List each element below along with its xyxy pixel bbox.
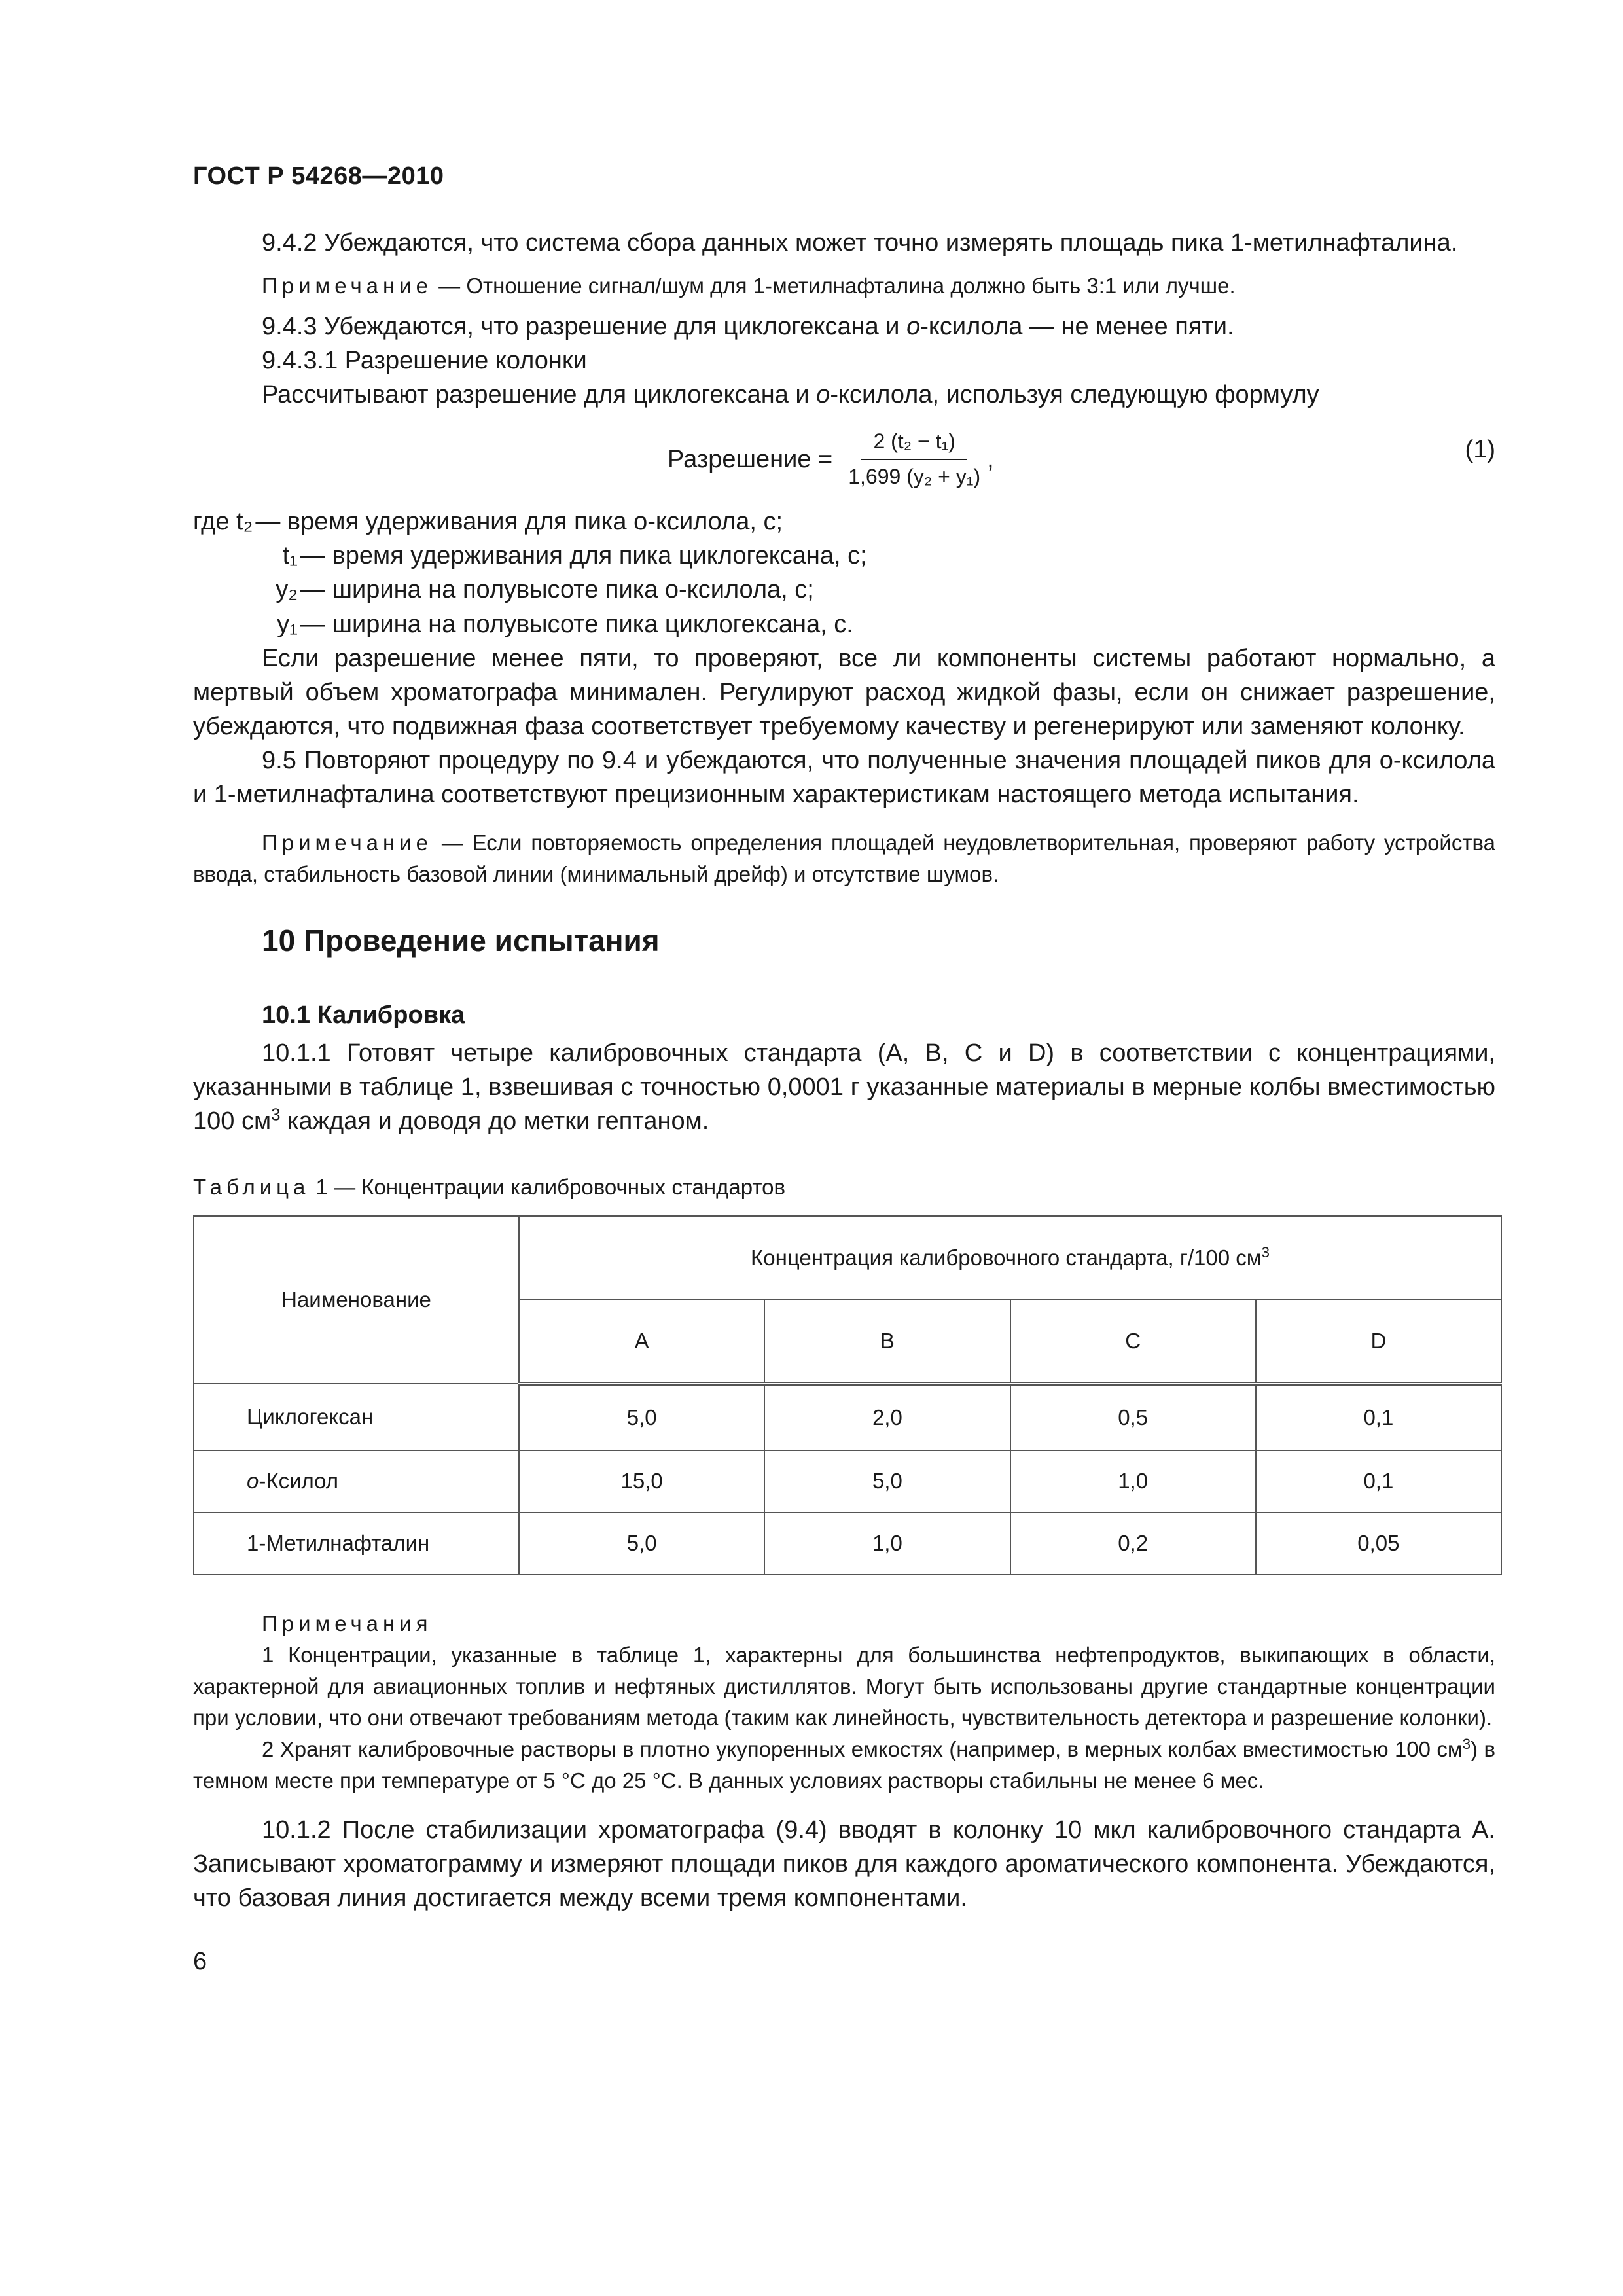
formula-denominator: 1,699 (y₂ + y₁) [848,465,981,489]
page-content [193,226,1495,1979]
paragraph-10-1-2: 10.1.2 После стабилизации хроматографа (9.4) вводят в колонку 10 мкл калибровочного стандарта A. Записывают хроматограмму и измеряют площади пиков для каждого ароматического компонента. Убеждаются, что базовая линия достигается между всеми тремя компонентами. [193,1816,1495,1912]
table-caption: Таблица 1 — Концентрации калибровочных стандартов [193,1175,786,1200]
where-row: y₂ — ширина на полувысоте пика о-ксилола, с; [276,576,814,604]
where-row: где t₂ — время удерживания для пика о-ксилола, с; [193,508,783,536]
paragraph-calc: Рассчитывают разрешение для циклогексана и о-ксилола, используя следующую формулу [262,381,1319,409]
calibration-table [193,1215,1502,1575]
section-10-title: 10 Проведение испытания [262,924,660,958]
table-row: 1-Метилнафталин 5,0 1,0 0,2 0,05 [194,1513,1501,1575]
document-id: ГОСТ Р 54268—2010 [193,162,444,190]
where-block [193,505,1495,641]
header-col-c: C [1010,1300,1256,1384]
page-number: 6 [193,1947,207,1975]
note-text: — Отношение сигнал/шум для 1-метилнафталина должно быть 3:1 или лучше. [433,274,1236,298]
note-text: — Если повторяемость определения площадей неудовлетворительная, проверяют работу устройства ввода, стабильность базовой линии (минимальный дрейф) и отсутствие шумов. [193,830,1495,886]
formula-tail: , [987,446,994,474]
table-row: Циклогексан 5,0 2,0 0,5 0,1 [194,1384,1501,1450]
equation-number: (1) [1465,436,1495,464]
table-row: о-Ксилол 15,0 5,0 1,0 0,1 [194,1450,1501,1513]
section-10-1-title: 10.1 Калибровка [262,1001,465,1030]
formula-row [193,421,1495,499]
formula [668,427,994,492]
paragraph-if-low: Если разрешение менее пяти, то проверяют, все ли компоненты системы работают нормально, а мертвый объем хроматографа минимален. Регулируют расход жидкой фазы, если он снижает разрешение, убеждаются, что подвижная фаза соответствует требуемому качеству и регенерируют или заменяют колонку. [193,644,1495,740]
notes-label: Примечания [262,1611,433,1636]
note-item-2: 2 Хранят калибровочные растворы в плотно укупоренных емкостях (например, в мерных колбах вместимостью 100 $см^3$) в темном месте при температуре от 5 °С до 25 °С. В данных условиях растворы стабильны не менее 6 мес. [193,1736,1495,1793]
formula-numerator: 2 (t₂ − t₁) [861,427,967,460]
paragraph-9-4-2: 9.4.2 Убеждаются, что система сбора данных может точно измерять площадь пика 1-метилнафталина. [262,229,1458,257]
formula-fraction [842,427,987,492]
header-concentration: Концентрация калибровочного стандарта, г/100 $см^3$ [519,1216,1501,1300]
header-col-a: A [519,1300,764,1384]
note-label: Примечание [262,830,433,855]
header-col-b: B [764,1300,1010,1384]
header-name: Наименование [194,1216,519,1384]
where-row: y₁ — ширина на полувысоте пика циклогексана, с. [277,610,853,638]
note-2 [193,827,1495,890]
where-row: t₁ — время удерживания для пика циклогексана, с; [282,542,867,570]
paragraph-9-4-3: 9.4.3 Убеждаются, что разрешение для циклогексана и о-ксилола — не менее пяти. [262,313,1234,341]
note-1 [193,270,1495,302]
formula-lhs: Разрешение = [668,446,833,474]
header-col-d: D [1256,1300,1501,1384]
note-item-1: 1 Концентрации, указанные в таблице 1, характерны для большинства нефтепродуктов, выкипающих в области, характерной для авиационных топлив и нефтяных дистиллятов. Могут быть использованы другие стандартные концентрации при условии, что они отвечают требованиям метода (таким как линейность, чувствительность детектора и разрешение колонки). [193,1642,1495,1731]
note-label: Примечание [262,274,433,298]
paragraph-9-5: 9.5 Повторяют процедуру по 9.4 и убеждаются, что полученные значения площадей пиков для о-ксилола и 1-метилнафталина соответствуют прецизионным характеристикам настоящего метода испытания. [193,746,1495,808]
paragraph-10-1-1: 10.1.1 Готовят четыре калибровочных стандарта (A, B, C и D) в соответствии с концентрациями, указанными в таблице 1, взвешивая с точностью 0,0001 г указанные материалы в мерные колбы вместимостью 100 $см^3$ каждая и доводя до метки гептаном. [193,1039,1495,1136]
paragraph-9-4-3-1: 9.4.3.1 Разрешение колонки [262,347,587,375]
